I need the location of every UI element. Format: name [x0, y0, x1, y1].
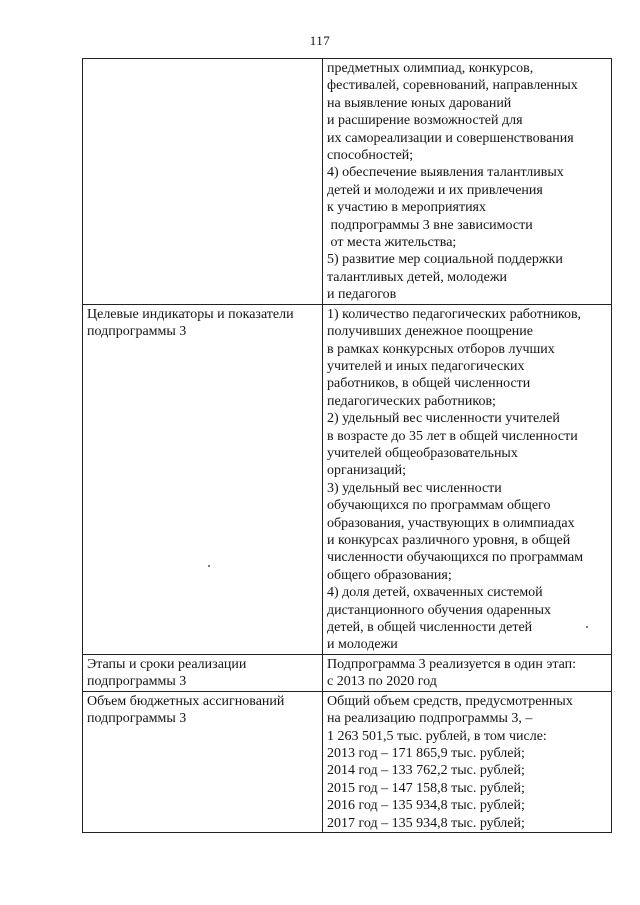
row-label-cell [83, 59, 323, 305]
text-line: Общий объем средств, предусмотренных [327, 693, 573, 709]
text-line: Подпрограмма 3 реализуется в один этап: [327, 656, 577, 672]
row-label-cell [83, 654, 323, 691]
table-row [83, 59, 612, 305]
text-line: Объем бюджетных ассигнований [87, 693, 285, 709]
text-line: подпрограммы 3 [87, 674, 187, 690]
text-line: детей и молодежи и их привлечения [327, 182, 543, 198]
text-line: в рамках конкурсных отборов лучших [327, 341, 555, 357]
text-line: и конкурсах различного уровня, в общей [327, 532, 571, 548]
text-line: 4) обеспечение выявления талантливых [327, 165, 564, 181]
text-line: учителей и иных педагогических [327, 358, 525, 374]
text-line: дистанционного обучения одаренных [327, 602, 551, 618]
row-value-cell [323, 654, 612, 691]
text-line: 2017 год – 135 934,8 тыс. рублей; [327, 815, 525, 831]
text-line: в возрасте до 35 лет в общей численности [327, 428, 578, 444]
row-value-cell [323, 59, 612, 305]
scan-speck [586, 626, 588, 628]
scan-speck [208, 565, 210, 567]
text-line: от места жительства; [327, 235, 457, 251]
text-line: педагогических работников; [327, 393, 496, 409]
page-number: 117 [309, 33, 331, 48]
text-line: способностей; [327, 148, 414, 164]
text-line: подпрограммы 3 [87, 711, 187, 727]
text-line: предметных олимпиад, конкурсов, [327, 61, 534, 76]
table-row [83, 691, 612, 832]
text-line: талантливых детей, молодежи [327, 269, 508, 285]
text-line: и расширение возможностей для [327, 113, 523, 129]
row-value-cell [323, 304, 612, 654]
text-line: 1 263 501,5 тыс. рублей, в том числе: [327, 728, 547, 744]
text-line: и молодежи [327, 637, 398, 653]
text-line: их самореализации и совершенствования [327, 130, 574, 146]
text-line: и педагогов [327, 287, 397, 303]
text-line: 2016 год – 135 934,8 тыс. рублей; [327, 798, 525, 814]
text-line: общего образования; [327, 567, 452, 583]
table-row [83, 654, 612, 691]
text-line: на выявление юных дарований [327, 95, 512, 111]
text-line: с 2013 по 2020 год [327, 674, 437, 690]
text-line: 4) доля детей, охваченных системой [327, 585, 543, 601]
text-line: 2015 год – 147 158,8 тыс. рублей; [327, 780, 525, 796]
text-line: 3) удельный вес численности [327, 480, 502, 496]
text-line: 5) развитие мер социальной поддержки [327, 252, 563, 268]
text-line: Этапы и сроки реализации [87, 656, 247, 672]
text-line: детей, в общей численности детей [327, 620, 533, 635]
row-label-cell [83, 691, 323, 832]
text-line: образования, участвующих в олимпиадах [327, 515, 575, 531]
text-line: учителей общеобразовательных [327, 445, 518, 461]
subprogram-passport-table [82, 58, 612, 833]
text-line: 2014 год – 133 762,2 тыс. рублей; [327, 763, 525, 779]
text-line: численности обучающихся по программам [327, 550, 584, 566]
text-line: организаций; [327, 463, 407, 479]
text-line: 2) удельный вес численности учителей [327, 411, 560, 427]
text-line: фестивалей, соревнований, направленных [327, 78, 578, 94]
table-row [83, 304, 612, 654]
text-line: к участию в мероприятиях [327, 200, 486, 216]
text-line: подпрограммы 3 [87, 324, 187, 340]
text-line: 2013 год – 171 865,9 тыс. рублей; [327, 746, 525, 762]
text-line: Целевые индикаторы и показатели [87, 306, 294, 322]
text-line: на реализацию подпрограммы 3, – [327, 711, 533, 727]
row-label-cell [83, 304, 323, 654]
text-line: работников, в общей численности [327, 376, 531, 392]
text-line: 1) количество педагогических работников, [327, 306, 582, 322]
text-line: получивших денежное поощрение [327, 324, 533, 340]
text-line: подпрограммы 3 вне зависимости [327, 217, 533, 233]
row-value-cell [323, 691, 612, 832]
text-line: обучающихся по программам общего [327, 498, 551, 514]
